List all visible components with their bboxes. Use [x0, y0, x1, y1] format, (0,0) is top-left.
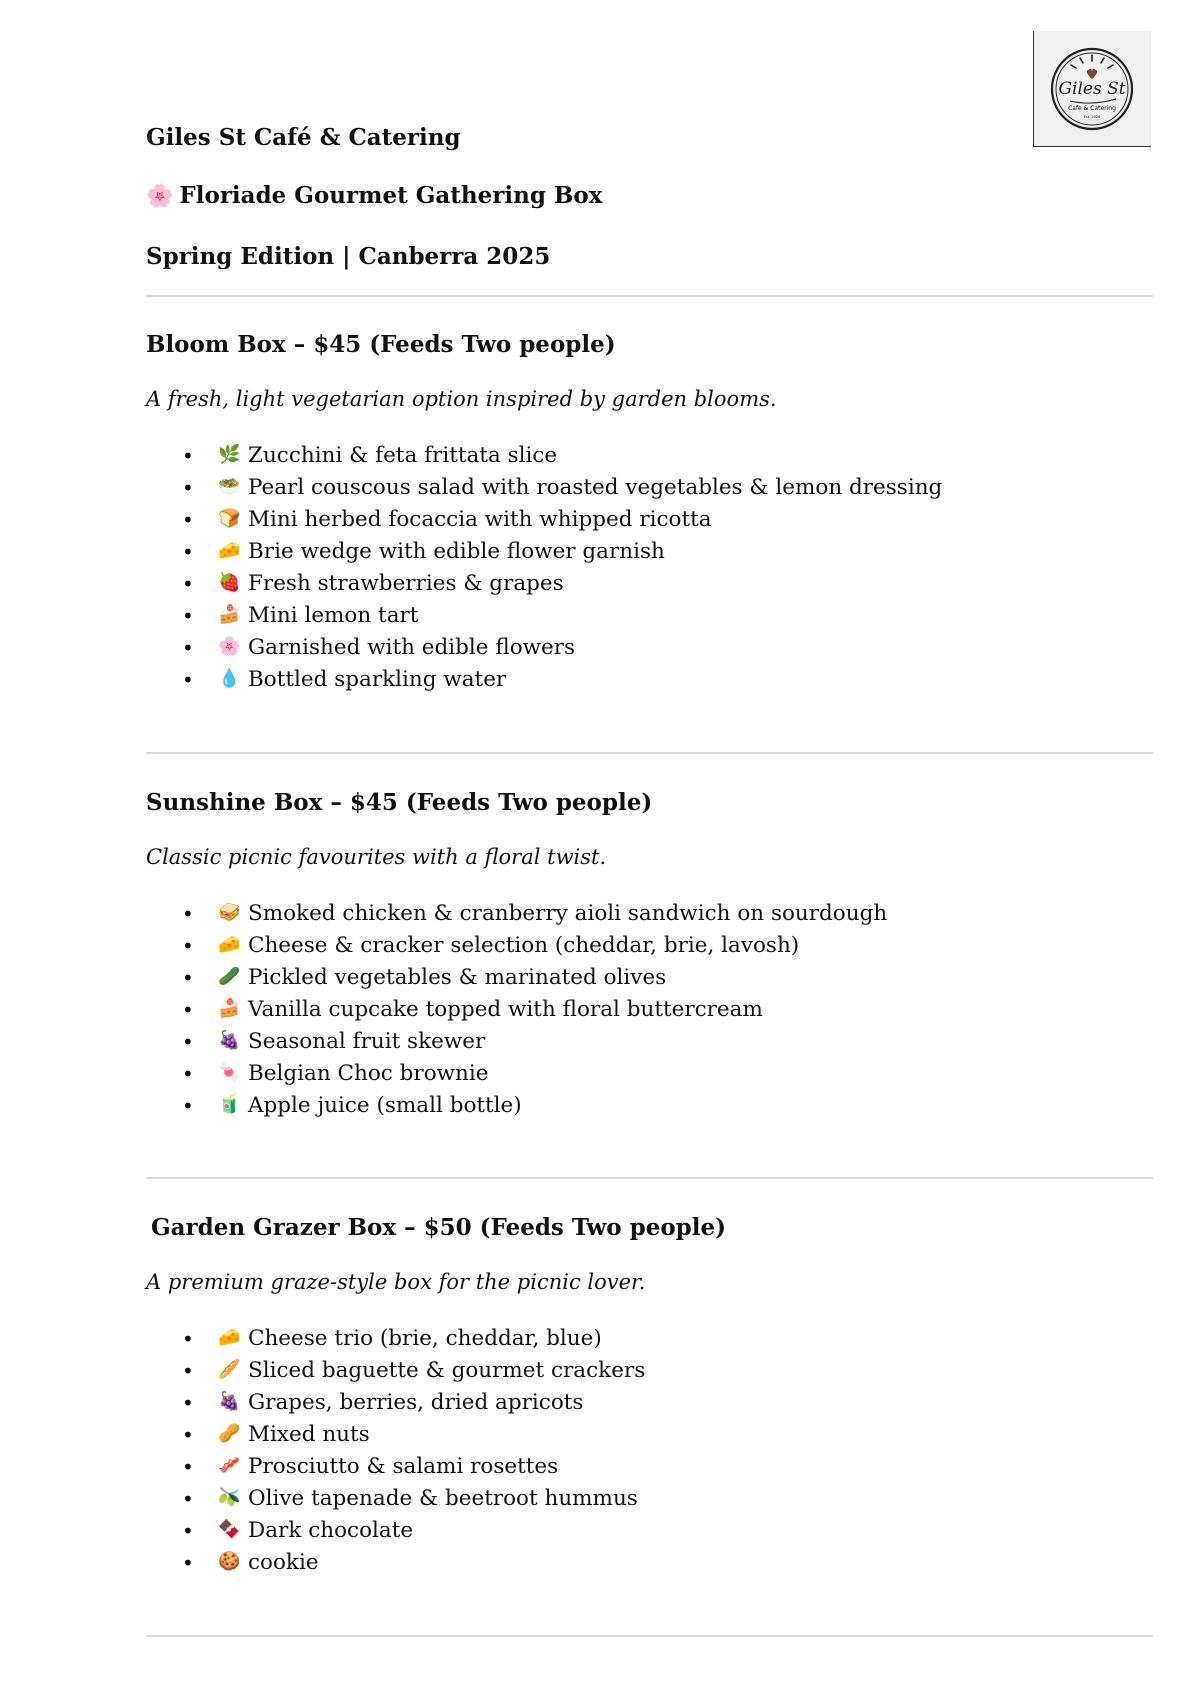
list-item-text: Seasonal fruit skewer	[248, 1029, 486, 1054]
list-item-text: Bottled sparkling water	[248, 667, 507, 692]
box-title: Bloom Box – $45 (Feeds Two people)	[146, 331, 616, 358]
list-item-text: Dark chocolate	[248, 1518, 414, 1543]
baguette-icon: • 🥖	[218, 1359, 241, 1380]
cherry-blossom-icon: 🌸	[146, 183, 174, 209]
business-name: Giles St Café & Catering	[146, 124, 461, 151]
cucumber-icon: • 🥒	[218, 966, 241, 987]
list-item	[146, 1090, 1146, 1122]
list-item	[146, 1483, 1151, 1515]
list-item	[146, 962, 1146, 994]
chocolate-bar-icon: • 🍫	[218, 1519, 241, 1540]
box-section	[146, 330, 1146, 696]
box-items	[146, 440, 1146, 696]
box-title: Garden Grazer Box – $50 (Feeds Two people)	[151, 1214, 726, 1241]
sandwich-icon: • 🥪	[218, 902, 241, 923]
grapes-icon: • 🍇	[218, 1030, 241, 1051]
peanut-icon: • 🥜	[218, 1423, 241, 1444]
list-item	[146, 1451, 1151, 1483]
list-item-text: Prosciutto & salami rosettes	[248, 1454, 559, 1479]
box-description: Classic picnic favourites with a floral twist.	[146, 845, 607, 869]
cookie-icon: • 🍪	[218, 1551, 241, 1572]
list-item	[146, 440, 1146, 472]
box-description: A premium graze-style box for the picnic lover.	[146, 1270, 646, 1294]
list-item	[146, 1515, 1151, 1547]
divider	[146, 1177, 1153, 1179]
list-item	[146, 930, 1146, 962]
olive-icon: • 🫒	[218, 1487, 241, 1508]
list-item-text: Vanilla cupcake topped with floral buttercream	[248, 997, 763, 1022]
list-item-text: Brie wedge with edible flower garnish	[248, 539, 665, 564]
cheese-icon: • 🧀	[218, 540, 241, 561]
list-item-text: Cheese trio (brie, cheddar, blue)	[248, 1326, 602, 1351]
candy-icon: • 🍬	[218, 1062, 241, 1083]
water-drop-icon: • 💧	[218, 668, 241, 689]
herb-icon: • 🌿	[218, 444, 241, 465]
cheese-icon: • 🧀	[218, 934, 241, 955]
list-item-text: Mini herbed focaccia with whipped ricotta	[248, 507, 712, 532]
list-item-text: Apple juice (small bottle)	[248, 1093, 522, 1118]
list-item	[146, 1419, 1151, 1451]
list-item	[146, 898, 1146, 930]
list-item	[146, 536, 1146, 568]
box-section	[146, 1213, 1151, 1579]
list-item	[146, 1058, 1146, 1090]
document-title	[146, 181, 602, 211]
list-item-text: Olive tapenade & beetroot hummus	[248, 1486, 638, 1511]
list-item	[146, 1323, 1151, 1355]
list-item-text: Smoked chicken & cranberry aioli sandwich on sourdough	[248, 901, 888, 926]
list-item	[146, 472, 1146, 504]
box-title: Sunshine Box – $45 (Feeds Two people)	[146, 789, 653, 816]
giles-st-logo	[1033, 31, 1151, 147]
cheese-icon: • 🧀	[218, 1327, 241, 1348]
bacon-icon: • 🥓	[218, 1455, 241, 1476]
divider	[146, 1635, 1153, 1637]
strawberry-icon: • 🍓	[218, 572, 241, 593]
list-item	[146, 1547, 1151, 1579]
cake-slice-icon: • 🍰	[218, 998, 241, 1019]
logo-script-text: Giles St	[1058, 79, 1126, 99]
list-item-text: Fresh strawberries & grapes	[248, 571, 564, 596]
divider	[146, 295, 1153, 297]
list-item	[146, 664, 1146, 696]
list-item-text: Cheese & cracker selection (cheddar, brie, lavosh)	[248, 933, 800, 958]
list-item	[146, 1026, 1146, 1058]
box-description: A fresh, light vegetarian option inspired by garden blooms.	[146, 387, 777, 411]
divider	[146, 752, 1153, 754]
list-item-text: Pickled vegetables & marinated olives	[248, 965, 667, 990]
list-item	[146, 600, 1146, 632]
list-item-text: Zucchini & feta frittata slice	[248, 443, 558, 468]
box-section	[146, 788, 1146, 1122]
document-title-text: Floriade Gourmet Gathering Box	[179, 182, 603, 209]
list-item-text: Mixed nuts	[248, 1422, 370, 1447]
list-item-text: Belgian Choc brownie	[248, 1061, 489, 1086]
list-item	[146, 994, 1146, 1026]
list-item	[146, 504, 1146, 536]
grapes-icon: • 🍇	[218, 1391, 241, 1412]
list-item-text: Pearl couscous salad with roasted vegetables & lemon dressing	[248, 475, 943, 500]
list-item	[146, 568, 1146, 600]
list-item	[146, 632, 1146, 664]
logo-small-text: Cafe & Catering	[1068, 105, 1116, 112]
list-item-text: Mini lemon tart	[248, 603, 419, 628]
list-item-text: cookie	[248, 1550, 319, 1575]
logo-tiny-text: Est. 2020	[1083, 115, 1101, 119]
bread-icon: • 🍞	[218, 508, 241, 529]
document-subtitle: Spring Edition | Canberra 2025	[146, 243, 551, 270]
cherry-blossom-icon: • 🌸	[218, 636, 241, 657]
list-item	[146, 1387, 1151, 1419]
list-item-text: Garnished with edible flowers	[248, 635, 576, 660]
salad-icon: • 🥗	[218, 476, 241, 497]
list-item-text: Grapes, berries, dried apricots	[248, 1390, 584, 1415]
juice-box-icon: • 🧃	[218, 1094, 241, 1115]
box-items	[146, 898, 1146, 1122]
list-item	[146, 1355, 1151, 1387]
list-item-text: Sliced baguette & gourmet crackers	[248, 1358, 646, 1383]
cake-slice-icon: • 🍰	[218, 604, 241, 625]
box-items	[146, 1323, 1151, 1579]
